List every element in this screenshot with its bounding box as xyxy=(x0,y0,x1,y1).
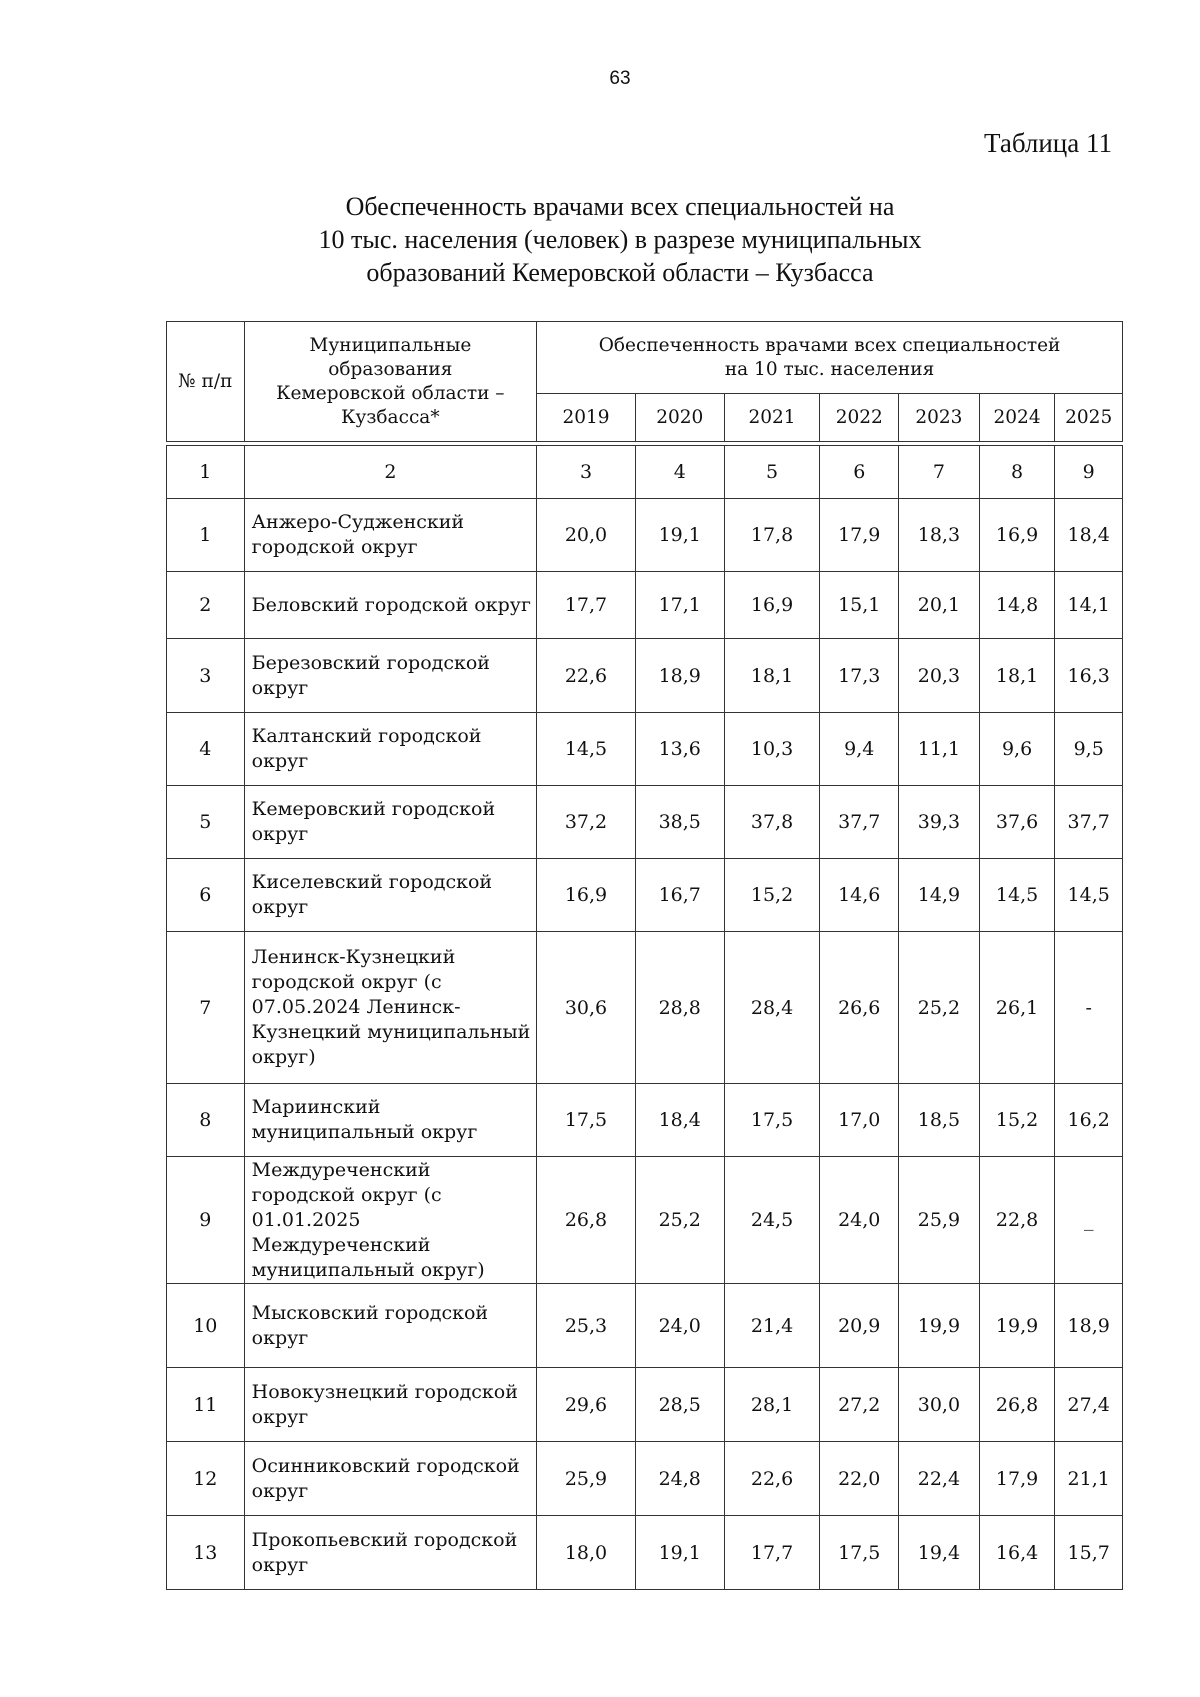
municipality-name: Междуреченский городской округ (с 01.01.2025 Междуреченский муниципальный округ) xyxy=(244,1157,536,1284)
provision-value: 22,4 xyxy=(899,1442,980,1516)
municipality-name: Анжеро-Судженский городской округ xyxy=(244,499,536,572)
provision-value: 18,1 xyxy=(724,639,820,713)
table-row xyxy=(167,713,1123,786)
provision-value: 25,2 xyxy=(899,932,980,1084)
column-number: 3 xyxy=(537,446,636,499)
provision-value: 15,2 xyxy=(979,1084,1055,1157)
provision-value: 18,3 xyxy=(899,499,980,572)
provision-value: 28,8 xyxy=(635,932,724,1084)
column-numbers-row xyxy=(167,446,1123,499)
provision-value: 10,3 xyxy=(724,713,820,786)
table-row xyxy=(167,932,1123,1084)
provision-value: 14,9 xyxy=(899,859,980,932)
column-number: 4 xyxy=(635,446,724,499)
column-number: 7 xyxy=(899,446,980,499)
doctors-per-10k-table xyxy=(166,321,1123,1590)
column-number: 1 xyxy=(167,446,245,499)
provision-value: 22,0 xyxy=(820,1442,899,1516)
table-row xyxy=(167,1084,1123,1157)
municipality-name: Осинниковский городской округ xyxy=(244,1442,536,1516)
table-row xyxy=(167,859,1123,932)
municipality-name: Мариинский муниципальный округ xyxy=(244,1084,536,1157)
provision-value: 18,9 xyxy=(635,639,724,713)
municipality-name: Мысковский городской округ xyxy=(244,1284,536,1368)
provision-value: 16,3 xyxy=(1055,639,1123,713)
provision-value: 17,7 xyxy=(724,1516,820,1590)
provision-value: 21,4 xyxy=(724,1284,820,1368)
provision-value: 16,2 xyxy=(1055,1084,1123,1157)
header-year: 2024 xyxy=(979,394,1055,442)
municipality-name: Березовский городской округ xyxy=(244,639,536,713)
provision-value: 17,0 xyxy=(820,1084,899,1157)
provision-value: 16,9 xyxy=(979,499,1055,572)
row-number: 9 xyxy=(167,1157,245,1284)
row-number: 7 xyxy=(167,932,245,1084)
provision-value: 17,9 xyxy=(820,499,899,572)
provision-value: 25,2 xyxy=(635,1157,724,1284)
municipality-name: Кемеровский городской округ xyxy=(244,786,536,859)
header-provision-group: Обеспеченность врачами всех специальностей на 10 тыс. населения xyxy=(537,322,1123,394)
provision-value: 37,7 xyxy=(1055,786,1123,859)
provision-value: 20,9 xyxy=(820,1284,899,1368)
column-number: 9 xyxy=(1055,446,1123,499)
provision-value: 15,7 xyxy=(1055,1516,1123,1590)
provision-value: 18,4 xyxy=(1055,499,1123,572)
provision-value: 20,0 xyxy=(537,499,636,572)
row-number: 2 xyxy=(167,572,245,639)
provision-value: 17,1 xyxy=(635,572,724,639)
provision-value: 9,5 xyxy=(1055,713,1123,786)
municipality-name: Калтанский городской округ xyxy=(244,713,536,786)
table-row xyxy=(167,1284,1123,1368)
title-line: Обеспеченность врачами всех специальностей на xyxy=(345,192,895,221)
provision-value: 19,1 xyxy=(635,499,724,572)
provision-value: 18,9 xyxy=(1055,1284,1123,1368)
municipality-name: Новокузнецкий городской округ xyxy=(244,1368,536,1442)
row-number: 13 xyxy=(167,1516,245,1590)
provision-value: 14,5 xyxy=(1055,859,1123,932)
provision-value: 28,4 xyxy=(724,932,820,1084)
provision-value: 25,9 xyxy=(899,1157,980,1284)
provision-value: 21,1 xyxy=(1055,1442,1123,1516)
provision-value: 38,5 xyxy=(635,786,724,859)
provision-value: 29,6 xyxy=(537,1368,636,1442)
row-number: 5 xyxy=(167,786,245,859)
column-number: 8 xyxy=(979,446,1055,499)
municipality-name: Ленинск-Кузнецкий городской округ (с 07.05.2024 Ленинск-Кузнецкий муниципальный округ) xyxy=(244,932,536,1084)
provision-value: 9,6 xyxy=(979,713,1055,786)
provision-value: 20,3 xyxy=(899,639,980,713)
provision-value: 17,7 xyxy=(537,572,636,639)
provision-value: 30,0 xyxy=(899,1368,980,1442)
table-row xyxy=(167,499,1123,572)
table-row xyxy=(167,1368,1123,1442)
provision-value: 19,1 xyxy=(635,1516,724,1590)
provision-value: 14,8 xyxy=(979,572,1055,639)
table-row xyxy=(167,639,1123,713)
provision-value: 13,6 xyxy=(635,713,724,786)
header-year: 2023 xyxy=(899,394,980,442)
provision-value: 18,5 xyxy=(899,1084,980,1157)
provision-value: 16,9 xyxy=(724,572,820,639)
provision-value: 19,9 xyxy=(979,1284,1055,1368)
provision-value: 27,4 xyxy=(1055,1368,1123,1442)
provision-value: 26,8 xyxy=(979,1368,1055,1442)
provision-value: 18,4 xyxy=(635,1084,724,1157)
provision-value: 26,8 xyxy=(537,1157,636,1284)
table-row xyxy=(167,572,1123,639)
provision-value: 19,9 xyxy=(899,1284,980,1368)
row-number: 10 xyxy=(167,1284,245,1368)
provision-value: 17,5 xyxy=(537,1084,636,1157)
page-number: 63 xyxy=(609,68,631,89)
provision-value: 30,6 xyxy=(537,932,636,1084)
provision-value: 24,8 xyxy=(635,1442,724,1516)
header-year: 2021 xyxy=(724,394,820,442)
table-row xyxy=(167,1157,1123,1284)
provision-value: 17,3 xyxy=(820,639,899,713)
row-number: 4 xyxy=(167,713,245,786)
provision-value: 17,5 xyxy=(820,1516,899,1590)
column-number: 6 xyxy=(820,446,899,499)
provision-value: 14,5 xyxy=(979,859,1055,932)
row-number: 12 xyxy=(167,1442,245,1516)
row-number: 3 xyxy=(167,639,245,713)
header-year: 2025 xyxy=(1055,394,1123,442)
provision-value: 18,0 xyxy=(537,1516,636,1590)
provision-value: 14,5 xyxy=(537,713,636,786)
provision-value: 37,6 xyxy=(979,786,1055,859)
provision-value: 24,0 xyxy=(635,1284,724,1368)
provision-value: 37,2 xyxy=(537,786,636,859)
provision-value: 14,1 xyxy=(1055,572,1123,639)
provision-value: 24,5 xyxy=(724,1157,820,1284)
provision-value: - xyxy=(1055,932,1123,1084)
provision-value: 22,6 xyxy=(724,1442,820,1516)
provision-value: 37,8 xyxy=(724,786,820,859)
column-number: 2 xyxy=(244,446,536,499)
provision-value: 16,4 xyxy=(979,1516,1055,1590)
provision-value: 16,7 xyxy=(635,859,724,932)
provision-value: 11,1 xyxy=(899,713,980,786)
provision-value: _ xyxy=(1055,1157,1123,1284)
document-title xyxy=(250,190,990,289)
table-row xyxy=(167,1516,1123,1590)
row-number: 11 xyxy=(167,1368,245,1442)
municipality-name: Киселевский городской округ xyxy=(244,859,536,932)
provision-value: 17,5 xyxy=(724,1084,820,1157)
provision-value: 18,1 xyxy=(979,639,1055,713)
row-number: 8 xyxy=(167,1084,245,1157)
provision-value: 25,9 xyxy=(537,1442,636,1516)
header-year: 2019 xyxy=(537,394,636,442)
column-number: 5 xyxy=(724,446,820,499)
provision-value: 20,1 xyxy=(899,572,980,639)
provision-value: 22,6 xyxy=(537,639,636,713)
provision-value: 37,7 xyxy=(820,786,899,859)
provision-value: 27,2 xyxy=(820,1368,899,1442)
title-line: образований Кемеровской области – Кузбасса xyxy=(366,258,874,287)
header-year: 2020 xyxy=(635,394,724,442)
municipality-name: Беловский городской округ xyxy=(244,572,536,639)
provision-value: 26,6 xyxy=(820,932,899,1084)
provision-value: 17,8 xyxy=(724,499,820,572)
header-year: 2022 xyxy=(820,394,899,442)
provision-value: 16,9 xyxy=(537,859,636,932)
header-municipality: Муниципальные образования Кемеровской области – Кузбасса* xyxy=(244,322,536,442)
provision-value: 15,1 xyxy=(820,572,899,639)
header-number: № п/п xyxy=(167,322,245,442)
provision-value: 15,2 xyxy=(724,859,820,932)
row-number: 6 xyxy=(167,859,245,932)
provision-value: 28,1 xyxy=(724,1368,820,1442)
provision-value: 39,3 xyxy=(899,786,980,859)
row-number: 1 xyxy=(167,499,245,572)
provision-value: 25,3 xyxy=(537,1284,636,1368)
table-row xyxy=(167,786,1123,859)
title-line: 10 тыс. населения (человек) в разрезе муниципальных xyxy=(318,225,922,254)
provision-value: 28,5 xyxy=(635,1368,724,1442)
provision-value: 17,9 xyxy=(979,1442,1055,1516)
provision-value: 26,1 xyxy=(979,932,1055,1084)
provision-value: 9,4 xyxy=(820,713,899,786)
provision-value: 24,0 xyxy=(820,1157,899,1284)
provision-value: 22,8 xyxy=(979,1157,1055,1284)
provision-value: 19,4 xyxy=(899,1516,980,1590)
municipality-name: Прокопьевский городской округ xyxy=(244,1516,536,1590)
table-row xyxy=(167,1442,1123,1516)
provision-value: 14,6 xyxy=(820,859,899,932)
table-label: Таблица 11 xyxy=(984,128,1112,158)
